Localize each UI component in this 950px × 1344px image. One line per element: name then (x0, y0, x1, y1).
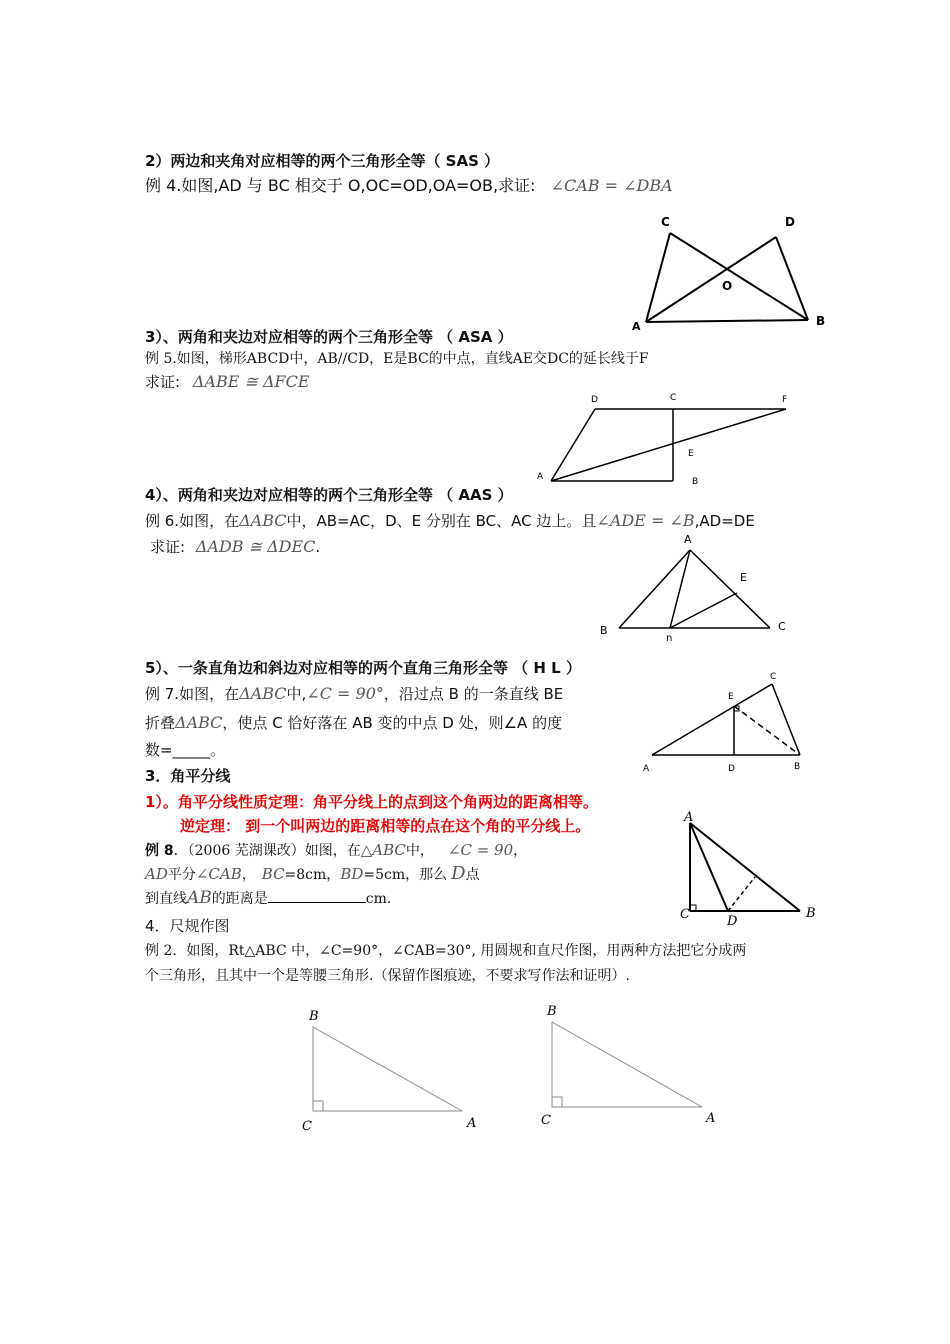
label-B: B (794, 762, 801, 772)
example-2-line1: 例 2．如图，Rt△ABC 中，∠C=90°，∠CAB=30°, 用圆规和直尺作图，用两种方法把它分成两 (145, 943, 747, 959)
example-7-math: ΔABC (239, 684, 287, 703)
example-7-part: 例 7.如图，在 (145, 685, 240, 703)
label-C: C (778, 620, 786, 633)
example-7-part: 折叠 (145, 714, 176, 732)
heading-hl: 5）、一条直角边和斜边对应相等的两个直角三角形全等 （ H L ） (145, 659, 581, 677)
example-6-math: ∠ADE = ∠B (596, 511, 695, 530)
theorem-converse: 逆定理： 到一个叫两边的距离相等的点在这个角的平分线上。 (180, 817, 591, 835)
example-8-part: 点 (465, 867, 480, 883)
label-A: A (684, 810, 694, 825)
label-B: B (547, 1004, 557, 1019)
label-D: D (591, 395, 598, 405)
label-C: C (661, 215, 670, 229)
theorem-property: 1）。角平分线性质定理：角平分线上的点到这个角两边的距离相等。 (145, 793, 598, 811)
label-E: E (740, 571, 747, 584)
example-6-part: 例 6.如图，在 (145, 512, 240, 530)
example-8-math: AB (187, 888, 212, 908)
heading-asa: 3）、两角和夹边对应相等的两个三角形全等 （ ASA ） (145, 328, 513, 346)
period: . (315, 538, 321, 556)
example-8-math: BD (340, 865, 364, 883)
example-7-math: ΔABC (175, 713, 223, 732)
example-6-part: 中，AB=AC，D、E 分别在 BC、AC 边上。且 (286, 512, 597, 530)
prove-label: 求证: (145, 373, 181, 391)
example-8-label: 例 8 (145, 843, 174, 859)
heading-angle-bisector: 3．角平分线 (145, 767, 231, 785)
example-8-part: 的距离是 (211, 891, 268, 907)
example-4-formula: ∠CAB = ∠DBA (550, 176, 673, 195)
example-8-part: 中， (405, 843, 434, 859)
label-C: C (670, 393, 677, 403)
example-8-math: BC (261, 865, 285, 883)
example-8-math: D (451, 863, 466, 884)
label-C: C (302, 1119, 312, 1134)
example-8-part: ， (513, 843, 528, 859)
example-8-part: 到直线 (145, 891, 187, 907)
example-8-part: ．（2006 芜湖课改）如图，在 (173, 843, 361, 859)
label-B: B (692, 477, 699, 487)
example-8-math: △ABC (360, 841, 406, 859)
label-A: A (632, 320, 641, 333)
prove-label: 求证: (150, 538, 186, 556)
label-C: C (680, 907, 690, 922)
label-D: n (666, 633, 673, 644)
label-B: B (806, 906, 816, 921)
heading-sas: 2）两边和夹角对应相等的两个三角形全等（ SAS ） (145, 152, 500, 170)
example-8-part: ， (241, 867, 256, 883)
example-8-part: =8cm， (284, 867, 341, 883)
example-8-part: cm. (365, 891, 392, 907)
heading-construction: 4．尺规作图 (145, 917, 230, 935)
example-8-part: =5cm，那么 (363, 867, 448, 883)
example-6-math: ΔABC (239, 511, 287, 530)
example-8-math: AD (145, 865, 168, 883)
label-A: A (706, 1111, 716, 1126)
label-D: D (728, 764, 735, 774)
example-2-line2: 个三角形，且其中一个是等腰三角形.（保留作图痕迹，不要求写作法和证明）. (145, 968, 630, 984)
label-A: A (643, 764, 650, 774)
example-6-formula: ΔADB ≅ ΔDEC (195, 537, 316, 556)
example-7-part: 中, (286, 685, 307, 703)
label-B: B (816, 314, 826, 328)
example-8-math: ∠C = 90 (447, 841, 514, 859)
label-E: E (728, 692, 734, 702)
label-D: D (727, 914, 738, 929)
example-6-part: ,AD=DE (694, 512, 755, 530)
label-A: A (684, 533, 692, 546)
heading-aas: 4）、两角和夹边对应相等的两个三角形全等 （ AAS ） (145, 486, 513, 504)
example-7-part: ，沿过点 B 的一条直线 BE (383, 685, 564, 703)
example-8-math: ∠CAB (195, 865, 242, 883)
label-F: F (782, 395, 788, 405)
label-C: C (770, 672, 777, 682)
example-4-statement: 例 4.如图,AD 与 BC 相交于 O,OC=OD,OA=OB,求证: (145, 176, 536, 195)
example-5-text: 例 5.如图，梯形ABCD中，AB//CD，E是BC的中点，直线AE交DC的延长线于F (145, 351, 649, 367)
label-C: C (541, 1113, 551, 1128)
label-O: O (722, 279, 733, 293)
label-D: D (785, 215, 795, 229)
example-8-part: 平分 (167, 867, 196, 883)
label-B: B (600, 624, 608, 637)
example-7-part: ，使点 C 恰好落在 AB 变的中点 D 处，则∠A 的度 (222, 714, 563, 732)
label-A: A (537, 472, 544, 482)
label-B: B (309, 1009, 319, 1024)
label-A: A (467, 1116, 477, 1131)
example-7-line3: 数=_____。 (145, 741, 226, 759)
example-7-math: ∠C = 90° (306, 684, 384, 703)
label-E: E (688, 449, 694, 459)
example-5-formula: ΔABE ≅ ΔFCE (192, 372, 310, 391)
